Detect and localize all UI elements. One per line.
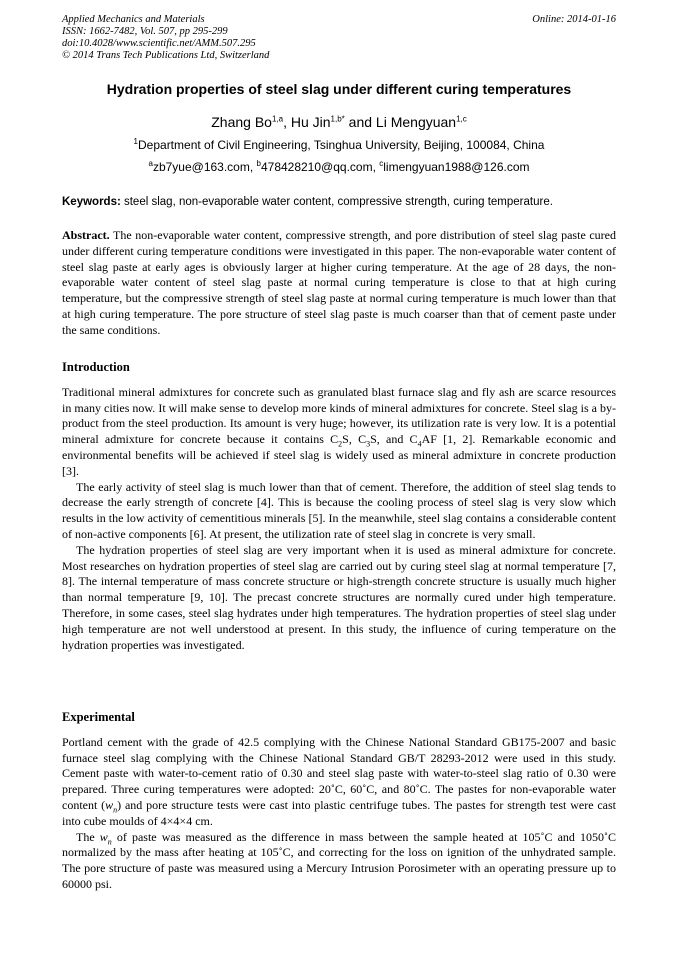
paragraph-text: The: [76, 829, 100, 844]
keywords: [62, 195, 616, 210]
subscript: n: [107, 836, 112, 846]
variable: w: [105, 797, 114, 812]
author-name: Zhang Bo: [211, 114, 272, 130]
abstract-label: Abstract.: [62, 228, 110, 242]
subscript: n: [113, 805, 118, 815]
affiliation: [62, 138, 616, 153]
paragraph-text: ) and pore structure tests were cast into plastic centrifuge tubes. The pastes for strength test were cast into cube moulds of 4×4×4 cm.: [62, 797, 616, 828]
keywords-label: Keywords:: [62, 196, 121, 208]
section-heading: Introduction: [62, 360, 130, 374]
author-affiliation-mark: 1,b*: [330, 114, 345, 124]
email-address: zb7yue@163.com,: [152, 160, 257, 174]
author-name: Hu Jin: [290, 114, 331, 130]
author-affiliation-mark: 1,c: [456, 114, 467, 124]
affiliation-text: Department of Civil Engineering, Tsinghua University, Beijing, 100084, China: [138, 138, 545, 152]
abstract: [62, 228, 616, 339]
subscript: 2: [338, 439, 343, 449]
paper-title: Hydration properties of steel slag under different curing temperatures: [106, 81, 572, 97]
variable: w: [99, 829, 108, 844]
subscript: 4: [417, 439, 422, 449]
paragraph-text: Portland cement with the grade of 42.5 complying with the Chinese National Standard GB175-2007 and basic furnace steel slag complying with the Chinese National Standard GB/T 28293-2012 were used in this study. Cement paste with water-to-cement ratio of 0.30 and steel slag paste with water-to-steel slag ratio of 0.30 were prepared. Three curing temperatures were adopted: 20˚C, 60˚C, and 80˚C. The pastes for non-evaporable water content (: [62, 734, 616, 812]
email-mark: a: [148, 159, 153, 168]
author-name: Li Mengyuan: [375, 114, 457, 130]
paragraph: [62, 735, 616, 830]
email-address: 478428210@qq.com,: [260, 160, 380, 174]
author-emails: [62, 160, 616, 175]
section-heading: Experimental: [62, 710, 135, 724]
paragraph: The hydration properties of steel slag are very important when it is used as mineral admixture for concrete. Most researches on hydration properties of steel slag are carried out by curing steel slag at normal temperature [7, 8]. The internal temperature of mass concrete structure or high-strength concrete structure is usually much higher than normal temperature [9, 10]. The precast concrete structures are normally cured under high temperature. Therefore, in some cases, steel slag hydrates under high temperatures. The hydration properties of steel slag under high temperature are not well understood at present. In this study, the influence of curing temperature on the hydration properties was investigated.: [62, 542, 616, 652]
paragraph: [62, 830, 616, 893]
introduction-section: [62, 360, 616, 653]
issn-line: ISSN: 1662-7482, Vol. 507, pp 295-299: [62, 26, 228, 37]
author-list: [62, 113, 616, 131]
keywords-text: steel slag, non-evaporable water content, compressive strength, curing temperature.: [120, 196, 553, 208]
paragraph-text: S, C: [342, 432, 367, 447]
journal-name: Applied Mechanics and Materials: [62, 14, 205, 25]
experimental-section: [62, 710, 616, 893]
paragraph: The early activity of steel slag is much lower than that of cement. Therefore, the addition of steel slag tends to decrease the early strength of concrete [4]. This is because the cooling process of steel slag is very slow which results in the low activity of cementitious minerals [5]. In the meanwhile, steel slag contains a considerable content of non-active components [6]. At present, the utilization rate of steel slag in concrete is very small.: [62, 479, 616, 541]
online-date: Online: 2014-01-16: [532, 14, 616, 25]
abstract-text: The non-evaporable water content, compressive strength, and pore distribution of steel slag paste cured under different curing temperature conditions were investigated in this paper. The non-evaporable water content of steel slag paste at early ages is obviously larger at higher curing temperature. At the age of 28 days, the non-evaporable water content of steel slag paste at normal curing temperature is close to that at high curing temperature, but the compressive strength of steel slag paste at normal curing temperature is much lower than that at high curing temperature. The pore structure of steel slag paste is much coarser than that of cement paste under the same conditions.: [62, 228, 616, 337]
publication-header: [62, 14, 616, 62]
email-mark: c: [379, 159, 384, 168]
paragraph-text: Traditional mineral admixtures for concrete such as granulated blast furnace slag and fly ash are scarce resources in many cities now. It will make sense to develop more kinds of mineral admixtures for concrete. Steel slag is a by-product from the steel production. Its amount is very huge; however, its utilization rate is very low. It is a potential mineral admixture for concrete because it contains C: [62, 384, 616, 447]
subscript: 3: [366, 439, 371, 449]
copyright-line: © 2014 Trans Tech Publications Ltd, Switzerland: [62, 50, 270, 61]
paragraph-text: of paste was measured as the difference in mass between the sample heated at 105˚C and 1050˚C normalized by the mass after heating at 105˚C, and correcting for the loss on ignition of the unhydrated sample. The pore structure of paste was measured using a Mercury Intrusion Porosimeter with an operating pressure up to 60000 psi.: [62, 829, 617, 891]
email-mark: b: [256, 159, 261, 168]
paragraph: [62, 385, 616, 480]
affiliation-mark: 1: [133, 137, 138, 146]
author-separator: ,: [283, 114, 291, 130]
author-affiliation-mark: 1,a: [271, 114, 284, 124]
paragraph-text: S, and C: [370, 432, 418, 447]
paragraph-text: AF [1, 2]. Remarkable economic and environmental benefits will be achieved if steel slag is widely used as mineral admixture in concrete production [3].: [62, 432, 616, 478]
email-address: limengyuan1988@126.com: [383, 160, 530, 174]
author-separator: and: [344, 114, 376, 130]
doi-line: doi:10.4028/www.scientific.net/AMM.507.295: [62, 38, 256, 49]
